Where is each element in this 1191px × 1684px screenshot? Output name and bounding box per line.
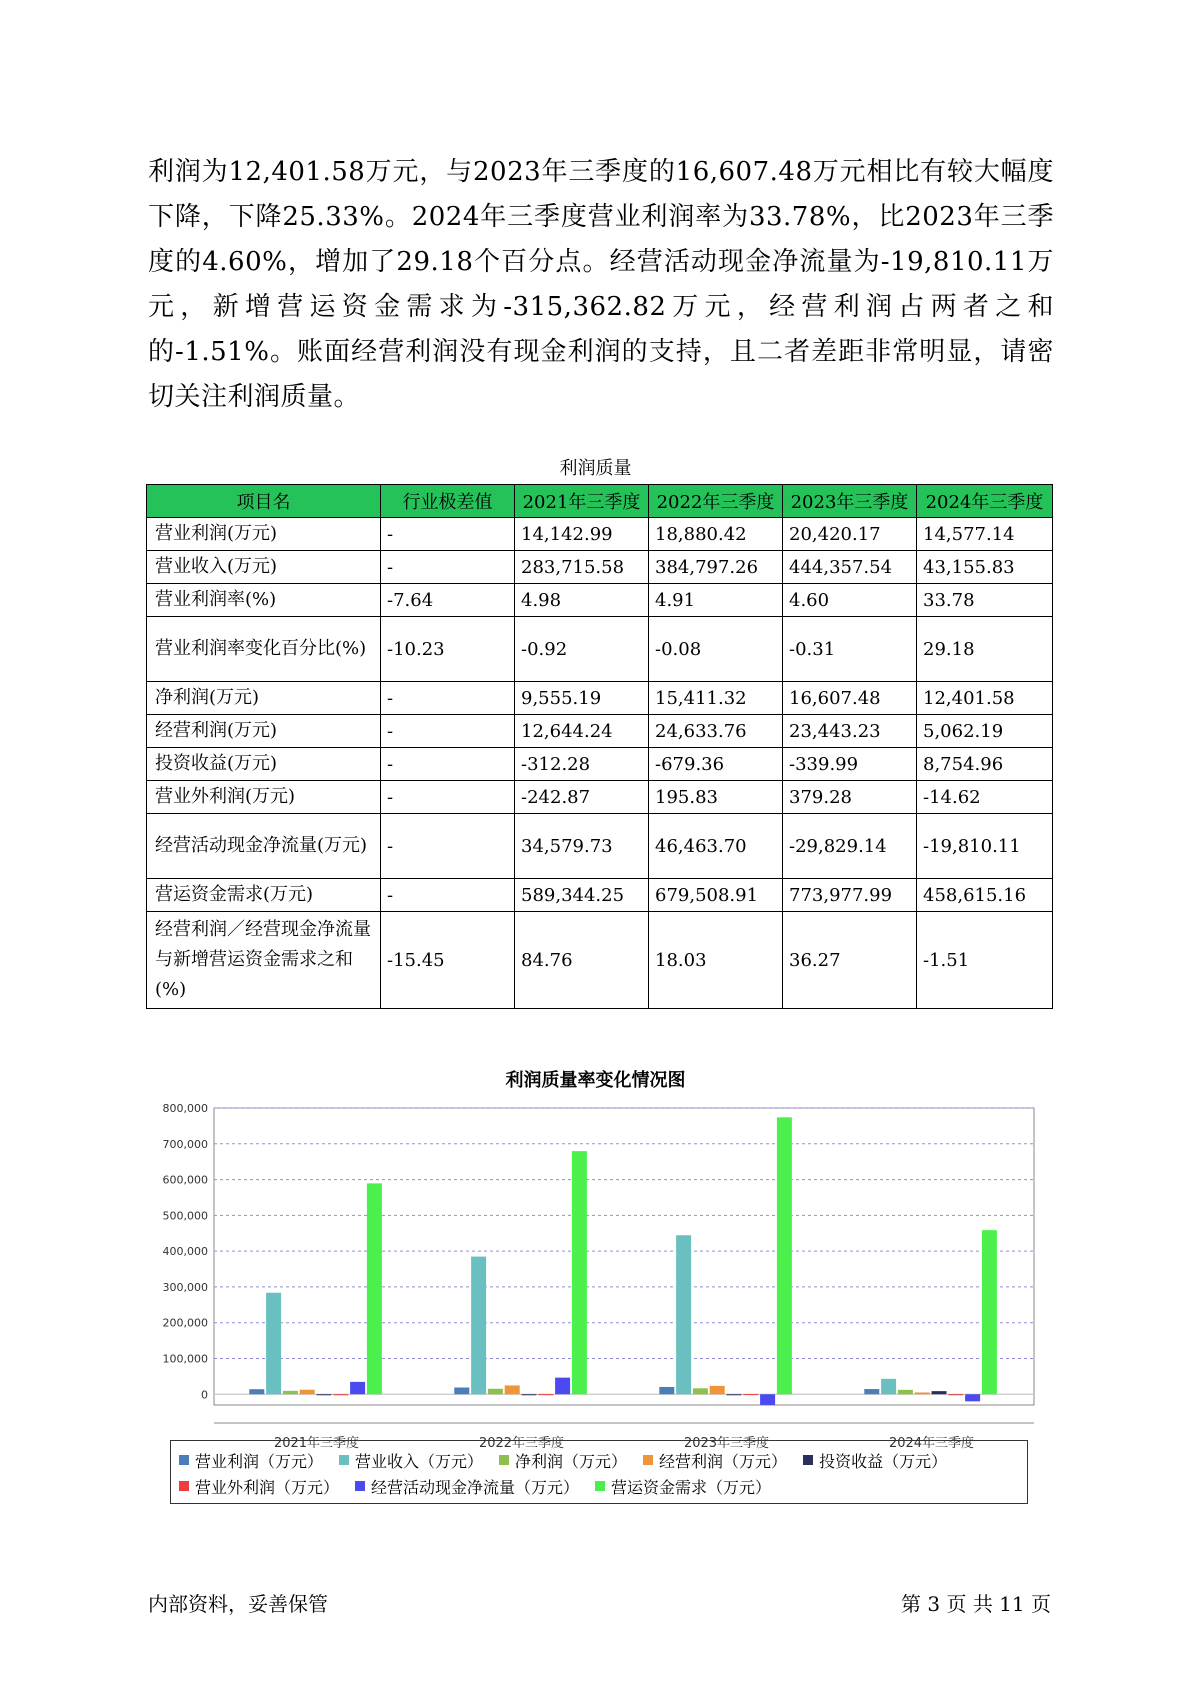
table-row xyxy=(147,682,1053,715)
value-cell: 283,715.58 xyxy=(515,551,649,584)
value-cell: -339.99 xyxy=(783,748,917,781)
table-row xyxy=(147,584,1053,617)
y-tick-label: 800,000 xyxy=(162,1102,208,1115)
bar xyxy=(367,1183,382,1394)
row-label-cell: 经营利润／经营现金净流量与新增营运资金需求之和(%) xyxy=(147,912,381,1009)
row-label-cell: 营业利润率变化百分比(%) xyxy=(147,617,381,682)
legend-item xyxy=(339,1449,483,1472)
value-cell: - xyxy=(381,551,515,584)
legend-swatch xyxy=(179,1481,189,1491)
value-cell: 4.91 xyxy=(649,584,783,617)
bar xyxy=(350,1382,365,1394)
value-cell: 24,633.76 xyxy=(649,715,783,748)
value-cell: 458,615.16 xyxy=(917,879,1053,912)
bar-chart xyxy=(146,1100,1046,1451)
legend-label: 营运资金需求（万元） xyxy=(611,1477,772,1497)
y-tick-label: 500,000 xyxy=(162,1209,208,1223)
legend-label: 经营活动现金净流量（万元） xyxy=(371,1477,580,1497)
value-cell: 195.83 xyxy=(649,781,783,814)
page-number: 第 3 页 共 11 页 xyxy=(901,1592,1051,1616)
legend-swatch xyxy=(643,1455,653,1465)
row-label-cell: 营业外利润(万元) xyxy=(147,781,381,814)
y-tick-label: 200,000 xyxy=(162,1316,208,1330)
profit-quality-table xyxy=(146,484,1053,1009)
bar xyxy=(760,1394,775,1405)
value-cell: -29,829.14 xyxy=(783,814,917,879)
legend-label: 净利润（万元） xyxy=(515,1451,628,1471)
value-cell: 36.27 xyxy=(783,912,917,1009)
value-cell: 773,977.99 xyxy=(783,879,917,912)
bar xyxy=(898,1390,913,1394)
value-cell: - xyxy=(381,781,515,814)
chart-legend xyxy=(170,1440,1028,1504)
y-tick-label: 300,000 xyxy=(162,1280,208,1294)
y-tick-label: 600,000 xyxy=(162,1173,208,1187)
value-cell: -312.28 xyxy=(515,748,649,781)
bar xyxy=(693,1388,708,1394)
legend-item xyxy=(595,1475,771,1498)
value-cell: 84.76 xyxy=(515,912,649,1009)
bar xyxy=(659,1387,674,1394)
row-label-cell: 营业收入(万元) xyxy=(147,551,381,584)
bar xyxy=(522,1394,537,1395)
value-cell: 679,508.91 xyxy=(649,879,783,912)
header-cell: 项目名 xyxy=(147,485,381,518)
value-cell: 20,420.17 xyxy=(783,518,917,551)
value-cell: -1.51 xyxy=(917,912,1053,1009)
value-cell: 379.28 xyxy=(783,781,917,814)
bar xyxy=(982,1230,997,1394)
value-cell: -0.31 xyxy=(783,617,917,682)
value-cell: 16,607.48 xyxy=(783,682,917,715)
legend-label: 投资收益（万元） xyxy=(819,1451,948,1471)
plot-area xyxy=(214,1108,1034,1405)
table-row xyxy=(147,518,1053,551)
x-tick-label: 2021年三季度 xyxy=(273,1436,360,1451)
legend-label: 营业收入（万元） xyxy=(355,1451,484,1471)
value-cell: -14.62 xyxy=(917,781,1053,814)
bar xyxy=(864,1389,879,1394)
value-cell: -0.92 xyxy=(515,617,649,682)
header-cell: 2022年三季度 xyxy=(649,485,783,518)
row-label-cell: 营业利润(万元) xyxy=(147,518,381,551)
value-cell: 444,357.54 xyxy=(783,551,917,584)
bar xyxy=(538,1394,553,1395)
bar xyxy=(488,1389,503,1395)
value-cell: -7.64 xyxy=(381,584,515,617)
value-cell: -242.87 xyxy=(515,781,649,814)
value-cell: 43,155.83 xyxy=(917,551,1053,584)
value-cell: 589,344.25 xyxy=(515,879,649,912)
bar xyxy=(505,1385,520,1394)
bar xyxy=(572,1151,587,1394)
legend-item xyxy=(643,1449,787,1472)
chart-title: 利润质量率变化情况图 xyxy=(505,1070,686,1091)
table-row xyxy=(147,879,1053,912)
body-paragraph xyxy=(148,150,1054,420)
header-cell: 2023年三季度 xyxy=(783,485,917,518)
value-cell: -10.23 xyxy=(381,617,515,682)
value-cell: -0.08 xyxy=(649,617,783,682)
bar xyxy=(555,1378,570,1395)
x-tick-label: 2024年三季度 xyxy=(888,1436,975,1451)
value-cell: 12,644.24 xyxy=(515,715,649,748)
value-cell: - xyxy=(381,715,515,748)
legend-swatch xyxy=(339,1455,349,1465)
row-label-cell: 净利润(万元) xyxy=(147,682,381,715)
bar xyxy=(915,1392,930,1394)
table-row xyxy=(147,912,1053,1009)
legend-item xyxy=(355,1475,579,1498)
legend-item xyxy=(499,1449,627,1472)
legend-swatch xyxy=(355,1481,365,1491)
x-tick-label: 2023年三季度 xyxy=(683,1436,770,1451)
value-cell: 4.98 xyxy=(515,584,649,617)
value-cell: 5,062.19 xyxy=(917,715,1053,748)
bar xyxy=(743,1394,758,1395)
y-tick-label: 700,000 xyxy=(162,1137,208,1151)
value-cell: 23,443.23 xyxy=(783,715,917,748)
value-cell: - xyxy=(381,814,515,879)
header-cell: 2024年三季度 xyxy=(917,485,1053,518)
row-label-cell: 经营活动现金净流量(万元) xyxy=(147,814,381,879)
header-cell: 行业极差值 xyxy=(381,485,515,518)
legend-item xyxy=(179,1475,339,1498)
table-row xyxy=(147,715,1053,748)
y-tick-label: 100,000 xyxy=(162,1352,208,1366)
legend-item xyxy=(179,1449,323,1472)
bar xyxy=(300,1390,315,1395)
footer-note: 内部资料，妥善保管 xyxy=(148,1592,328,1616)
bar xyxy=(710,1386,725,1394)
legend-label: 营业外利润（万元） xyxy=(195,1477,340,1497)
value-cell: -679.36 xyxy=(649,748,783,781)
legend-swatch xyxy=(499,1455,509,1465)
value-cell: - xyxy=(381,748,515,781)
table-caption: 利润质量 xyxy=(559,458,632,479)
bar xyxy=(471,1257,486,1395)
table-header-row xyxy=(147,485,1053,518)
y-tick-label: 0 xyxy=(201,1388,208,1402)
paragraph-text: 利润为12,401.58万元，与2023年三季度的16,607.48万元相比有较大幅度下降，下降25.33%。2024年三季度营业利润率为33.78%，比2023年三季度的4.60%，增加了29.18个百分点。经营活动现金净流量为-19,810.11万元，新增营运资金需求为-315,362.82万元，经营利润占两者之和的-1.51%。账面经营利润没有现金利润的支持，且二者差距非常明显，请密切关注利润质量。 xyxy=(148,157,1054,412)
legend-swatch xyxy=(803,1455,813,1465)
bar xyxy=(266,1293,281,1395)
value-cell: - xyxy=(381,518,515,551)
bar xyxy=(948,1394,963,1395)
legend-swatch xyxy=(179,1455,189,1465)
legend-label: 经营利润（万元） xyxy=(659,1451,788,1471)
row-label-cell: 投资收益(万元) xyxy=(147,748,381,781)
value-cell: 4.60 xyxy=(783,584,917,617)
bar xyxy=(777,1117,792,1394)
bar xyxy=(932,1391,947,1394)
x-tick-label: 2022年三季度 xyxy=(478,1436,565,1451)
value-cell: 9,555.19 xyxy=(515,682,649,715)
row-label-cell: 经营利润(万元) xyxy=(147,715,381,748)
bar xyxy=(333,1394,348,1395)
value-cell: 384,797.26 xyxy=(649,551,783,584)
header-cell: 2021年三季度 xyxy=(515,485,649,518)
table-row xyxy=(147,551,1053,584)
y-tick-label: 400,000 xyxy=(162,1245,208,1259)
row-label-cell: 营运资金需求(万元) xyxy=(147,879,381,912)
bar xyxy=(676,1235,691,1394)
table-row xyxy=(147,781,1053,814)
value-cell: 33.78 xyxy=(917,584,1053,617)
bar xyxy=(965,1394,980,1401)
legend-item xyxy=(803,1449,947,1472)
bar xyxy=(727,1394,742,1395)
value-cell: 18.03 xyxy=(649,912,783,1009)
table-row xyxy=(147,748,1053,781)
row-label-cell: 营业利润率(%) xyxy=(147,584,381,617)
legend-swatch xyxy=(595,1481,605,1491)
value-cell: -15.45 xyxy=(381,912,515,1009)
value-cell: - xyxy=(381,879,515,912)
bar xyxy=(249,1389,264,1394)
table-row xyxy=(147,814,1053,879)
bar xyxy=(317,1394,332,1395)
bar xyxy=(454,1388,469,1395)
bar xyxy=(283,1391,298,1394)
value-cell: 8,754.96 xyxy=(917,748,1053,781)
value-cell: 34,579.73 xyxy=(515,814,649,879)
value-cell: 18,880.42 xyxy=(649,518,783,551)
value-cell: - xyxy=(381,682,515,715)
bar xyxy=(881,1379,896,1394)
value-cell: 46,463.70 xyxy=(649,814,783,879)
value-cell: 12,401.58 xyxy=(917,682,1053,715)
value-cell: 29.18 xyxy=(917,617,1053,682)
value-cell: -19,810.11 xyxy=(917,814,1053,879)
legend-label: 营业利润（万元） xyxy=(195,1451,324,1471)
value-cell: 14,577.14 xyxy=(917,518,1053,551)
value-cell: 15,411.32 xyxy=(649,682,783,715)
table-row xyxy=(147,617,1053,682)
value-cell: 14,142.99 xyxy=(515,518,649,551)
